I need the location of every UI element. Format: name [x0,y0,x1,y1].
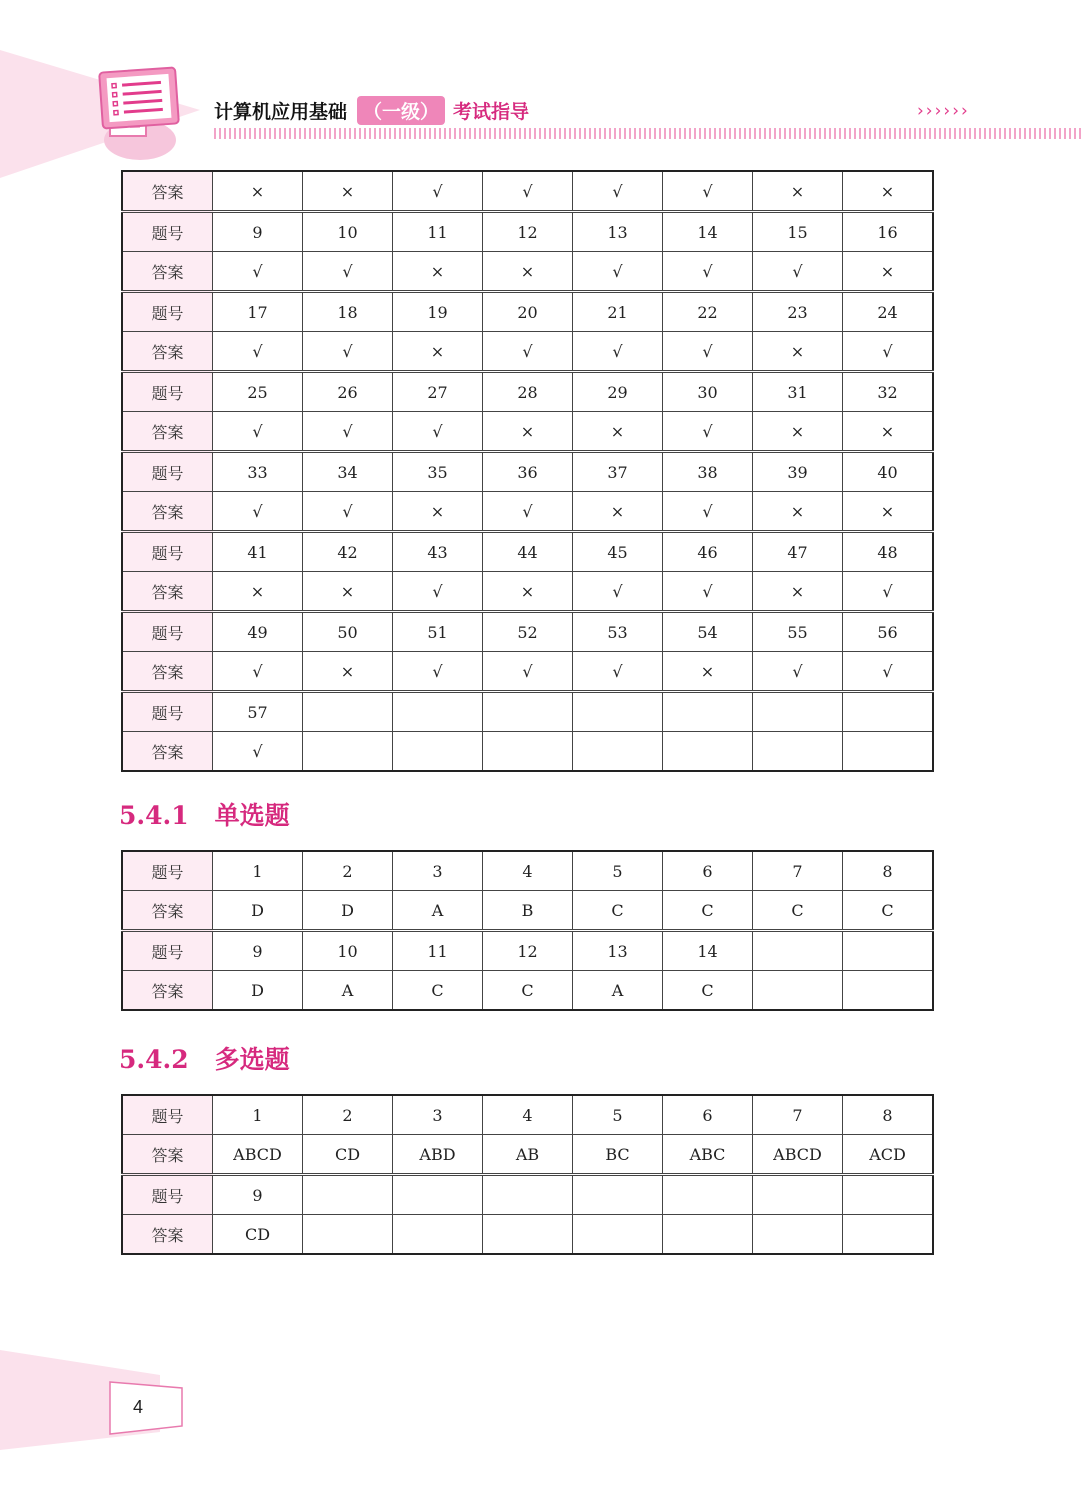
answer-cell: A [303,971,393,1011]
answer-cell: × [213,572,303,612]
answer-cell: C [663,891,753,931]
question-number-cell: 8 [843,851,934,891]
answer-cell [393,1215,483,1255]
question-number-cell: 53 [573,612,663,652]
question-number-cell: 6 [663,851,753,891]
answer-cell: × [303,572,393,612]
question-number-cell: 32 [843,372,934,412]
question-number-cell: 52 [483,612,573,652]
answer-cell: × [843,412,934,452]
question-number-cell [393,692,483,732]
answer-cell: × [393,332,483,372]
question-number-cell: 40 [843,452,934,492]
question-number-cell: 22 [663,292,753,332]
answer-cell: × [573,412,663,452]
answer-label: 答案 [122,412,213,452]
question-number-cell: 45 [573,532,663,572]
question-number-cell [573,1175,663,1215]
table-row [122,1175,933,1215]
table-row [122,332,933,372]
answer-cell: C [393,971,483,1011]
table-row [122,692,933,732]
answer-cell: C [753,891,843,931]
question-number-cell [843,931,934,971]
table-row [122,1135,933,1175]
question-number-cell: 56 [843,612,934,652]
table-row [122,732,933,772]
question-number-cell: 35 [393,452,483,492]
question-number-cell: 18 [303,292,393,332]
answer-cell: √ [753,252,843,292]
question-number-cell: 50 [303,612,393,652]
answer-cell: √ [573,171,663,212]
answer-cell [573,1215,663,1255]
answer-cell [303,732,393,772]
answer-cell: ABCD [213,1135,303,1175]
answer-cell [843,971,934,1011]
question-number-label: 题号 [122,612,213,652]
answer-cell: ABD [393,1135,483,1175]
answer-table-judgement [121,170,934,772]
answer-cell: ABC [663,1135,753,1175]
question-number-cell [483,692,573,732]
answer-cell: √ [483,332,573,372]
question-number-cell: 51 [393,612,483,652]
answer-cell: D [213,971,303,1011]
section-heading-541 [119,796,290,832]
question-number-cell: 7 [753,851,843,891]
answer-cell: √ [663,332,753,372]
question-number-cell: 46 [663,532,753,572]
answer-cell: × [753,572,843,612]
question-number-cell: 49 [213,612,303,652]
answer-cell [303,1215,393,1255]
question-number-cell: 42 [303,532,393,572]
answer-cell: C [663,971,753,1011]
answer-cell: √ [303,332,393,372]
table-row [122,931,933,971]
answer-cell: × [393,492,483,532]
answer-cell: B [483,891,573,931]
question-number-cell [753,931,843,971]
section-heading-542 [119,1040,290,1076]
question-number-cell [663,1175,753,1215]
question-number-cell: 38 [663,452,753,492]
table-row [122,971,933,1011]
answer-label: 答案 [122,492,213,532]
question-number-cell: 24 [843,292,934,332]
answer-cell [393,732,483,772]
answer-cell: √ [843,572,934,612]
question-number-cell [753,1175,843,1215]
table-row [122,851,933,891]
question-number-label: 题号 [122,851,213,891]
question-number-cell: 41 [213,532,303,572]
answer-cell: √ [303,492,393,532]
chevrons-decoration: ›››››› [917,101,970,121]
question-number-cell [663,692,753,732]
table-row [122,171,933,212]
answer-cell: × [483,412,573,452]
answer-cell: √ [393,572,483,612]
table-row [122,252,933,292]
answer-cell: × [753,171,843,212]
answer-cell [843,1215,934,1255]
question-number-cell: 37 [573,452,663,492]
question-number-cell: 10 [303,212,393,252]
question-number-label: 题号 [122,212,213,252]
answer-cell: × [753,412,843,452]
question-number-cell: 5 [573,1095,663,1135]
answer-cell: √ [663,252,753,292]
table-row [122,292,933,332]
question-number-cell: 25 [213,372,303,412]
question-number-cell: 19 [393,292,483,332]
table-row [122,891,933,931]
answer-cell [573,732,663,772]
answer-cell: × [483,572,573,612]
table-row [122,452,933,492]
answer-cell: √ [393,652,483,692]
question-number-cell: 26 [303,372,393,412]
answer-cell: × [843,492,934,532]
answer-cell: ABCD [753,1135,843,1175]
question-number-cell: 47 [753,532,843,572]
table-row [122,212,933,252]
answer-label: 答案 [122,332,213,372]
answer-cell: √ [663,171,753,212]
question-number-cell: 10 [303,931,393,971]
question-number-cell: 4 [483,1095,573,1135]
question-number-label: 题号 [122,692,213,732]
answer-cell: √ [483,492,573,532]
answer-cell: × [573,492,663,532]
question-number-cell: 28 [483,372,573,412]
answer-cell: D [303,891,393,931]
answer-cell: √ [573,332,663,372]
question-number-cell: 34 [303,452,393,492]
question-number-cell [753,692,843,732]
question-number-cell: 23 [753,292,843,332]
answer-cell [483,732,573,772]
question-number-cell: 1 [213,851,303,891]
answer-cell: √ [663,572,753,612]
table-row [122,372,933,412]
answer-cell: √ [393,171,483,212]
answer-cell: CD [303,1135,393,1175]
answer-label: 答案 [122,171,213,212]
question-number-cell: 12 [483,931,573,971]
question-number-cell: 16 [843,212,934,252]
table-row [122,532,933,572]
answer-cell: AB [483,1135,573,1175]
answer-cell: C [573,891,663,931]
table-row [122,612,933,652]
answer-cell [753,732,843,772]
question-number-cell [573,692,663,732]
answer-cell: √ [213,492,303,532]
question-number-cell: 13 [573,931,663,971]
question-number-cell: 4 [483,851,573,891]
question-number-cell: 33 [213,452,303,492]
answer-cell: √ [483,652,573,692]
question-number-cell: 44 [483,532,573,572]
question-number-cell [393,1175,483,1215]
question-number-cell: 29 [573,372,663,412]
answer-cell: C [483,971,573,1011]
section-title: 单选题 [214,801,290,830]
question-number-cell: 36 [483,452,573,492]
answer-cell: √ [483,171,573,212]
answer-cell: × [303,171,393,212]
question-number-cell [303,692,393,732]
question-number-label: 题号 [122,292,213,332]
answer-cell: × [753,492,843,532]
question-number-cell: 8 [843,1095,934,1135]
header-decoration [0,0,200,190]
question-number-cell: 20 [483,292,573,332]
question-number-label: 题号 [122,931,213,971]
question-number-label: 题号 [122,452,213,492]
answer-cell: CD [213,1215,303,1255]
answer-cell [843,732,934,772]
question-number-cell: 2 [303,851,393,891]
question-number-cell: 5 [573,851,663,891]
answer-label: 答案 [122,652,213,692]
answer-cell: × [393,252,483,292]
answer-cell: A [393,891,483,931]
question-number-cell: 27 [393,372,483,412]
table-row [122,1215,933,1255]
answer-cell: √ [573,652,663,692]
answer-cell: ACD [843,1135,934,1175]
footer-decoration [0,1350,200,1460]
answer-cell: √ [213,332,303,372]
question-number-cell: 3 [393,1095,483,1135]
table-row [122,492,933,532]
running-header [214,95,529,125]
answer-table-single-choice [121,850,934,1011]
question-number-label: 题号 [122,1095,213,1135]
answer-label: 答案 [122,971,213,1011]
answer-label: 答案 [122,572,213,612]
question-number-cell: 14 [663,931,753,971]
section-number: 5.4.2 [119,1045,189,1074]
answer-cell: × [663,652,753,692]
answer-cell: A [573,971,663,1011]
answer-cell: × [843,252,934,292]
answer-cell [753,971,843,1011]
section-number: 5.4.1 [119,801,189,830]
table-row [122,1095,933,1135]
question-number-label: 题号 [122,532,213,572]
answer-label: 答案 [122,1135,213,1175]
answer-cell [753,1215,843,1255]
answer-cell: √ [843,652,934,692]
answer-label: 答案 [122,252,213,292]
answer-cell: √ [663,412,753,452]
answer-cell: × [483,252,573,292]
question-number-cell [303,1175,393,1215]
answer-cell: × [303,652,393,692]
page-number: 4 [132,1396,143,1417]
question-number-cell: 9 [213,931,303,971]
question-number-cell: 15 [753,212,843,252]
question-number-cell: 3 [393,851,483,891]
table-row [122,652,933,692]
answer-table-multiple-choice [121,1094,934,1255]
answer-cell: √ [843,332,934,372]
answer-cell: × [753,332,843,372]
question-number-cell [483,1175,573,1215]
answer-cell: × [843,171,934,212]
answer-cell: BC [573,1135,663,1175]
answer-cell: √ [213,652,303,692]
answer-cell: √ [213,412,303,452]
answer-label: 答案 [122,1215,213,1255]
answer-cell: √ [573,252,663,292]
header-title-level: （一级） [357,96,445,125]
answer-cell [483,1215,573,1255]
answer-cell: × [213,171,303,212]
answer-label: 答案 [122,732,213,772]
question-number-cell: 13 [573,212,663,252]
table-row [122,412,933,452]
question-number-cell: 9 [213,212,303,252]
question-number-cell: 12 [483,212,573,252]
question-number-cell: 48 [843,532,934,572]
question-number-cell: 7 [753,1095,843,1135]
question-number-cell: 17 [213,292,303,332]
question-number-cell: 2 [303,1095,393,1135]
question-number-cell: 39 [753,452,843,492]
question-number-cell [843,692,934,732]
table-row [122,572,933,612]
answer-cell: D [213,891,303,931]
question-number-cell: 11 [393,931,483,971]
question-number-cell: 21 [573,292,663,332]
question-number-cell: 6 [663,1095,753,1135]
question-number-cell: 30 [663,372,753,412]
answer-cell [663,732,753,772]
answer-cell [663,1215,753,1255]
question-number-cell: 55 [753,612,843,652]
monitor-icon [99,67,179,136]
question-number-label: 题号 [122,1175,213,1215]
answer-cell: √ [663,492,753,532]
answer-cell: √ [213,252,303,292]
question-number-cell: 54 [663,612,753,652]
question-number-cell: 9 [213,1175,303,1215]
question-number-cell: 1 [213,1095,303,1135]
header-dotted-rule [214,128,1083,139]
question-number-label: 题号 [122,372,213,412]
header-title-sub: 考试指导 [453,100,530,123]
answer-label: 答案 [122,891,213,931]
question-number-cell: 43 [393,532,483,572]
question-number-cell: 11 [393,212,483,252]
answer-cell: √ [303,252,393,292]
answer-cell: √ [213,732,303,772]
answer-cell: √ [303,412,393,452]
question-number-cell: 31 [753,372,843,412]
answer-cell: √ [753,652,843,692]
question-number-cell [843,1175,934,1215]
answer-cell: C [843,891,934,931]
answer-cell: √ [393,412,483,452]
question-number-cell: 57 [213,692,303,732]
section-title: 多选题 [214,1045,290,1074]
header-title-main: 计算机应用基础 [214,100,348,123]
answer-cell: √ [573,572,663,612]
question-number-cell: 14 [663,212,753,252]
